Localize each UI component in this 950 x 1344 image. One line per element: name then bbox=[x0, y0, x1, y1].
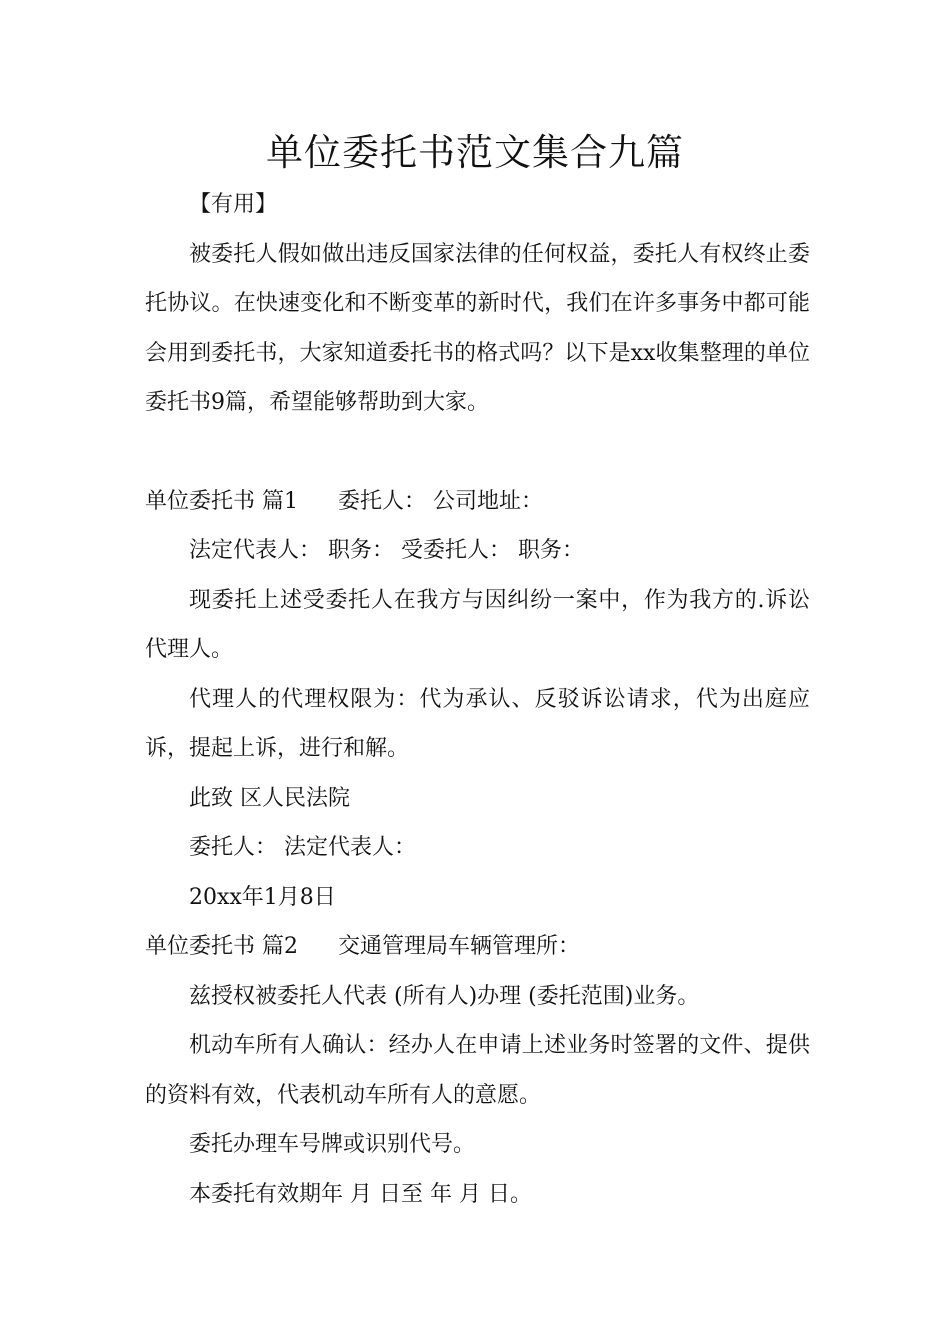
document-title: 单位委托书范文集合九篇 bbox=[266, 131, 684, 174]
section1-date: 20xx年1月8日 bbox=[189, 884, 336, 910]
section1-paragraph: 代理人的代理权限为：代为承认、反驳诉讼请求，代为出庭应诉，提起上诉，进行和解。 bbox=[145, 686, 810, 761]
section2-paragraph: 本委托有效期年 月 日至 年 月 日。 bbox=[189, 1181, 532, 1207]
tag-line: 【有用】 bbox=[189, 192, 278, 217]
section1-heading-line bbox=[145, 477, 810, 527]
section2-heading: 单位委托书 篇2 bbox=[145, 934, 298, 959]
section1-paragraph: 法定代表人： 职务： 受委托人： 职务： bbox=[189, 538, 584, 563]
document-body bbox=[145, 180, 810, 1219]
spacer bbox=[145, 428, 810, 477]
section2-heading-line bbox=[145, 922, 810, 972]
section1-paragraph: 现委托上述受委托人在我方与因纠纷一案中，作为我方的.诉讼代理人。 bbox=[145, 587, 810, 662]
section2-paragraph: 委托办理车号牌或识别代号。 bbox=[189, 1132, 476, 1157]
section2-paragraph: 机动车所有人确认：经办人在申请上述业务时签署的文件、提供的资料有效，代表机动车所有人的意愿。 bbox=[145, 1033, 810, 1108]
section2-paragraph: 兹授权被委托人代表 (所有人)办理 (委托范围)业务。 bbox=[189, 983, 700, 1009]
intro-paragraph: 被委托人假如做出违反国家法律的任何权益，委托人有权终止委托协议。在快速变化和不断变革的新时代，我们在许多事务中都可能会用到委托书，大家知道委托书的格式吗？以下是xx收集整理的单位委托书9篇，希望能够帮助到大家。 bbox=[145, 241, 810, 415]
section1-heading: 单位委托书 篇1 bbox=[145, 488, 298, 514]
section1-paragraph: 委托人： 法定代表人： bbox=[189, 835, 416, 860]
section1-heading-tail: 委托人： 公司地址： bbox=[338, 488, 543, 514]
section1-paragraph: 此致 区人民法院 bbox=[189, 785, 350, 811]
section2-heading-tail: 交通管理局车辆管理所： bbox=[338, 934, 581, 959]
